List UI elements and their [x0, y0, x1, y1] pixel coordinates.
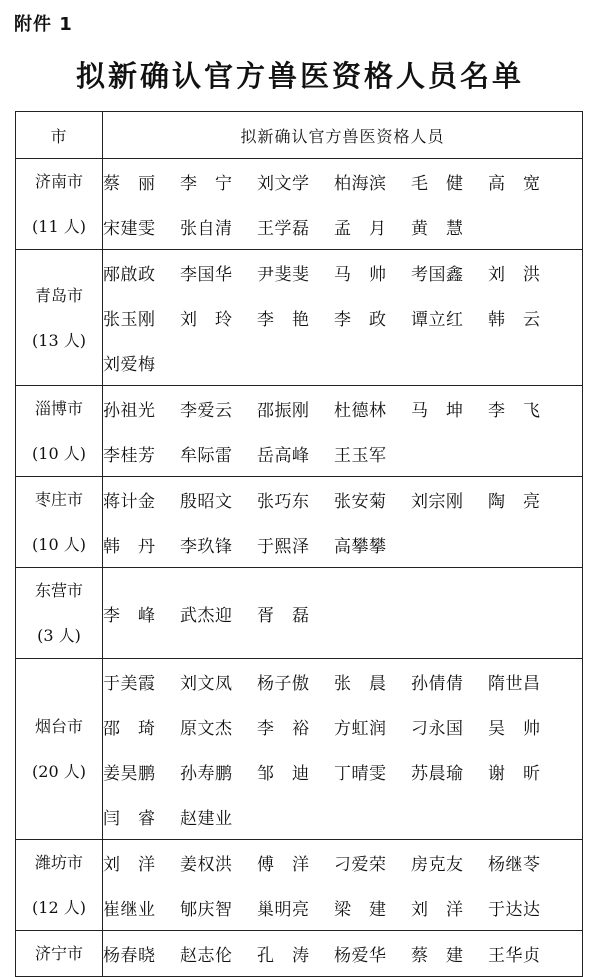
person-name: 杨子傲	[257, 674, 310, 694]
person-name: 张自清	[180, 219, 233, 239]
person-name: 邵 琦	[103, 719, 156, 739]
person-name: 刘 洪	[488, 265, 541, 285]
table-row	[16, 159, 583, 250]
city-cell	[16, 159, 103, 250]
person-name: 韩 云	[488, 310, 541, 330]
person-name: 巢明亮	[257, 900, 310, 920]
person-name: 高 宽	[488, 174, 541, 194]
person-name: 梁 建	[334, 900, 387, 920]
person-name: 蒋计金	[103, 492, 156, 512]
person-name: 于熙泽	[257, 537, 310, 557]
person-name: 胥 磊	[257, 605, 310, 626]
person-name: 姜昊鹏	[103, 764, 156, 784]
city-cell	[16, 250, 103, 386]
person-name: 杨春晓	[103, 946, 156, 966]
person-name: 刁永国	[411, 719, 464, 739]
person-name: 张安菊	[334, 492, 387, 512]
names-cell	[103, 840, 583, 931]
names-grid	[103, 250, 582, 385]
attachment-label: 附件 1	[14, 14, 73, 35]
city-name: 济宁市	[34, 944, 83, 963]
person-name: 刘宗刚	[411, 492, 464, 512]
person-name: 孟 月	[334, 219, 387, 239]
city-name: 济南市	[34, 172, 83, 191]
person-name: 黄 慧	[411, 219, 464, 239]
names-cell	[103, 568, 583, 659]
person-name: 宋建雯	[103, 219, 156, 239]
names-grid	[103, 159, 582, 249]
city-cell	[16, 386, 103, 477]
person-name: 方虹润	[334, 719, 387, 739]
person-name: 张玉刚	[103, 310, 156, 330]
table-row	[16, 568, 583, 659]
city-name: 烟台市	[34, 717, 83, 736]
person-name: 岳高峰	[257, 446, 310, 466]
person-name: 武杰迎	[180, 605, 233, 626]
person-name: 孙寿鹏	[180, 764, 233, 784]
names-grid	[103, 931, 582, 976]
personnel-table	[15, 111, 583, 977]
person-name: 李国华	[180, 265, 233, 285]
header-city: 市	[16, 112, 103, 159]
person-name: 殷昭文	[180, 492, 233, 512]
person-name: 韩 丹	[103, 537, 156, 557]
person-name: 李桂芳	[103, 446, 156, 466]
person-name: 刘爱梅	[103, 355, 156, 375]
table-row	[16, 250, 583, 386]
person-name: 邵振刚	[257, 401, 310, 421]
person-name: 张 晨	[334, 674, 387, 694]
city-count: (13 人)	[32, 330, 86, 350]
person-name: 房克友	[411, 855, 464, 875]
city-count: (11 人)	[32, 217, 86, 236]
person-name: 刁爱荣	[334, 855, 387, 875]
person-name: 赵志伦	[180, 946, 233, 966]
person-name: 孔 涛	[257, 946, 310, 966]
names-grid	[103, 840, 582, 930]
person-name: 柏海滨	[334, 174, 387, 194]
table-row	[16, 659, 583, 840]
person-name: 牟际雷	[180, 446, 233, 466]
person-name: 王玉军	[334, 446, 387, 466]
city-name: 青岛市	[34, 285, 83, 305]
table-row	[16, 931, 583, 977]
person-name: 邹 迪	[257, 764, 310, 784]
names-cell	[103, 250, 583, 386]
person-name: 谢 昕	[488, 764, 541, 784]
person-name: 蔡 建	[411, 946, 464, 966]
person-name: 刘 洋	[103, 855, 156, 875]
person-name: 陶 亮	[488, 492, 541, 512]
names-grid	[103, 659, 582, 839]
person-name: 李 裕	[257, 719, 310, 739]
person-name: 刘 洋	[411, 900, 464, 920]
names-cell	[103, 659, 583, 840]
table-row	[16, 386, 583, 477]
person-name: 张巧东	[257, 492, 310, 512]
person-name: 于达达	[488, 900, 541, 920]
person-name: 隋世昌	[488, 674, 541, 694]
person-name: 王学磊	[257, 219, 310, 239]
person-name: 李 飞	[488, 401, 541, 421]
person-name: 尹斐斐	[257, 265, 310, 285]
person-name: 郇庆智	[180, 900, 233, 920]
city-name: 淄博市	[34, 399, 83, 418]
person-name: 傅 洋	[257, 855, 310, 875]
person-name: 刘文学	[257, 174, 310, 194]
names-cell	[103, 386, 583, 477]
person-name: 吴 帅	[488, 719, 541, 739]
person-name: 邴啟政	[103, 265, 156, 285]
city-name: 潍坊市	[34, 853, 83, 872]
person-name: 马 坤	[411, 401, 464, 421]
person-name: 李 艳	[257, 310, 310, 330]
person-name: 杨爱华	[334, 946, 387, 966]
person-name: 李爱云	[180, 401, 233, 421]
city-count: (12 人)	[32, 898, 86, 917]
city-cell	[16, 840, 103, 931]
table-row	[16, 840, 583, 931]
person-name: 李 峰	[103, 605, 156, 626]
table-body	[16, 159, 583, 977]
person-name: 闫 睿	[103, 809, 156, 829]
person-name: 谭立红	[411, 310, 464, 330]
city-cell	[16, 477, 103, 568]
person-name: 杨继苓	[488, 855, 541, 875]
city-cell	[16, 931, 103, 977]
person-name: 于美霞	[103, 674, 156, 694]
person-name: 李 政	[334, 310, 387, 330]
table-row	[16, 477, 583, 568]
person-name: 丁晴雯	[334, 764, 387, 784]
city-cell	[16, 659, 103, 840]
city-name: 枣庄市	[34, 490, 83, 509]
person-name: 原文杰	[180, 719, 233, 739]
person-name: 王华贞	[488, 946, 541, 966]
person-name: 赵建业	[180, 809, 233, 829]
table-header-row	[16, 112, 583, 159]
names-cell	[103, 159, 583, 250]
person-name: 刘 玲	[180, 310, 233, 330]
person-name: 蔡 丽	[103, 174, 156, 194]
names-grid	[103, 591, 582, 636]
person-name: 高攀攀	[334, 537, 387, 557]
person-name: 考国鑫	[411, 265, 464, 285]
person-name: 杜德林	[334, 401, 387, 421]
person-name: 毛 健	[411, 174, 464, 194]
names-cell	[103, 477, 583, 568]
header-names: 拟新确认官方兽医资格人员	[103, 112, 583, 159]
person-name: 马 帅	[334, 265, 387, 285]
person-name: 孙倩倩	[411, 674, 464, 694]
city-count: (3 人)	[37, 626, 81, 645]
city-name: 东营市	[34, 581, 83, 600]
person-name: 姜权洪	[180, 855, 233, 875]
city-count: (10 人)	[32, 444, 86, 463]
names-cell	[103, 931, 583, 977]
names-grid	[103, 477, 582, 567]
names-grid	[103, 386, 582, 476]
person-name: 刘文凤	[180, 674, 233, 694]
person-name: 李玖锋	[180, 537, 233, 557]
person-name: 李 宁	[180, 174, 233, 194]
person-name: 苏晨瑜	[411, 764, 464, 784]
city-count: (20 人)	[32, 762, 86, 781]
page-title: 拟新确认官方兽医资格人员名单	[75, 59, 524, 93]
city-cell	[16, 568, 103, 659]
city-count: (10 人)	[32, 535, 86, 554]
person-name: 崔继业	[103, 900, 156, 920]
person-name: 孙祖光	[103, 401, 156, 421]
